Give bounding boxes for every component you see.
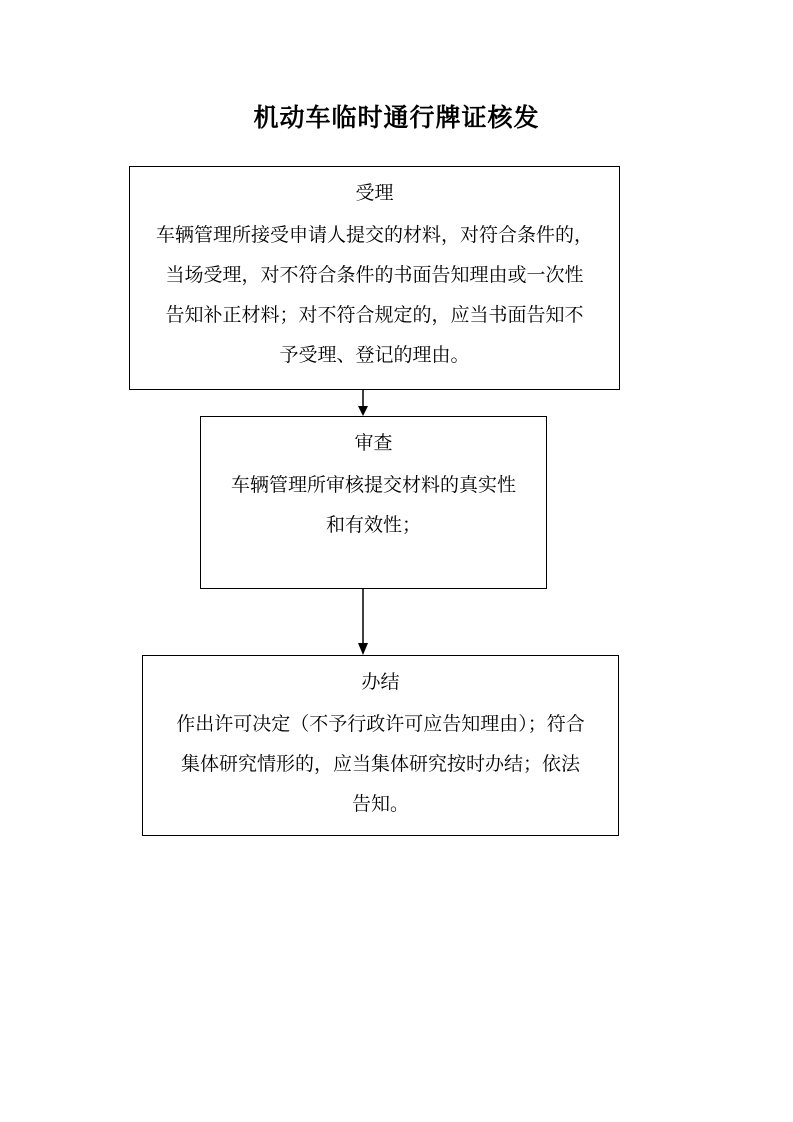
step-heading: 受理: [355, 182, 394, 204]
step-text-line: 当场受理，对不符合条件的书面告知理由或一次性: [165, 264, 584, 286]
step-text-line: 作出许可决定（不予行政许可应告知理由）；符合: [176, 713, 585, 735]
step-text-line: 告知补正材料；对不符合规定的，应当书面告知不: [165, 304, 584, 326]
step-text-line: 车辆管理所审核提交材料的真实性: [230, 474, 516, 496]
step-text-line: 车辆管理所接受申请人提交的材料，对符合条件的，: [155, 224, 593, 246]
page-title: 机动车临时通行牌证核发: [253, 103, 540, 132]
arrow-accept-to-review: [358, 390, 368, 416]
step-heading: 审查: [354, 432, 393, 454]
step-text-line: 予受理、登记的理由。: [279, 344, 470, 366]
step-heading: 办结: [361, 671, 400, 693]
arrow-review-to-conclude: [358, 589, 368, 655]
step-text-line: 告知。: [351, 793, 409, 815]
step-text-line: 集体研究情形的，应当集体研究按时办结；依法: [180, 753, 580, 775]
step-text-line: 和有效性；: [325, 514, 421, 536]
